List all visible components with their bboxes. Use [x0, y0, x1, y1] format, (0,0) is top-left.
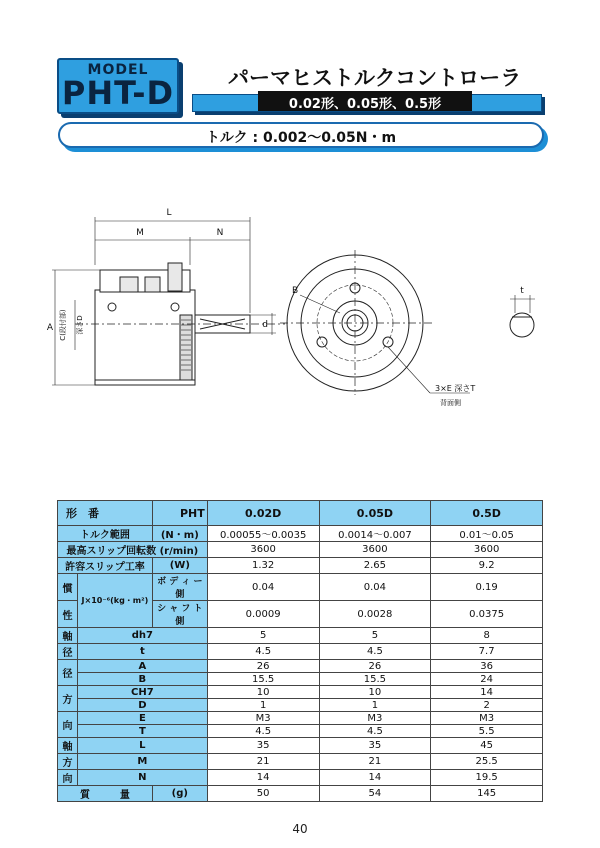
cell: 14	[319, 770, 431, 786]
cell: 8	[431, 628, 543, 644]
row-label: D	[77, 699, 207, 712]
cell: 14	[207, 770, 319, 786]
model-label: MODEL	[87, 62, 149, 78]
dim-A: A	[46, 323, 54, 333]
cell: 10	[319, 686, 431, 699]
table-row	[58, 770, 543, 786]
group-label: 軸	[58, 628, 78, 644]
row-label: M	[77, 754, 207, 770]
cell: 0.19	[431, 574, 543, 601]
cell: 15.5	[319, 673, 431, 686]
row-label: T	[77, 725, 207, 738]
group-label: 向	[58, 712, 78, 738]
header-label: 形 番	[58, 501, 153, 526]
row-unit: (N・m)	[152, 526, 207, 542]
row-label: トルク範囲	[58, 526, 153, 542]
table-row	[58, 660, 543, 673]
dim-depth: 深さD	[76, 315, 84, 335]
dim-M: M	[136, 228, 144, 238]
dim-N: N	[216, 228, 224, 238]
cell: 24	[431, 673, 543, 686]
table-row	[58, 686, 543, 699]
spec-table	[57, 500, 543, 802]
group-label: 軸	[58, 738, 78, 754]
table-row	[58, 738, 543, 754]
table-header-row	[58, 501, 543, 526]
subtitle: 0.02形、0.05形、0.5形	[288, 97, 442, 112]
cell: 54	[319, 786, 431, 802]
cell: 0.04	[207, 574, 319, 601]
cell: 7.7	[431, 644, 543, 660]
cell: 50	[207, 786, 319, 802]
table-row	[58, 542, 543, 558]
cell: 4.5	[207, 725, 319, 738]
cell: 3600	[431, 542, 543, 558]
row-label: E	[77, 712, 207, 725]
group-label: 方	[58, 754, 78, 770]
cell: 0.04	[319, 574, 431, 601]
row-label: ボ デ ィ ー 側	[152, 574, 207, 601]
row-label: L	[77, 738, 207, 754]
cell: 3600	[207, 542, 319, 558]
cell: M3	[431, 712, 543, 725]
row-label: 質 量	[58, 786, 153, 802]
cell: 14	[431, 686, 543, 699]
cell: 0.01〜0.05	[431, 526, 543, 542]
cell: 1	[207, 699, 319, 712]
table-row	[58, 644, 543, 660]
table-row	[58, 754, 543, 770]
dim-t: t	[520, 286, 524, 296]
dim-C: C(段付部)	[59, 309, 67, 341]
row-label: 最高スリップ回転数 (r/min)	[58, 542, 208, 558]
group-label: 径	[58, 660, 78, 686]
group-label: 径	[58, 644, 78, 660]
cell: 0.0014〜0.007	[319, 526, 431, 542]
page-title: パーマヒストルクコントローラ	[228, 66, 522, 90]
cell: 21	[207, 754, 319, 770]
table-row	[58, 558, 543, 574]
cell: 35	[207, 738, 319, 754]
cell: 35	[319, 738, 431, 754]
cell: 26	[319, 660, 431, 673]
dim-B: B	[292, 286, 299, 296]
row-label: CH7	[77, 686, 207, 699]
group-label: 性	[58, 601, 78, 628]
cell: 0.0009	[207, 601, 319, 628]
row-label: シ ャ フ ト 側	[152, 601, 207, 628]
cell: 0.00055〜0.0035	[207, 526, 319, 542]
table-row	[58, 725, 543, 738]
model-col-2: 0.05D	[319, 501, 431, 526]
row-unit: (g)	[152, 786, 207, 802]
torque-text: トルク : 0.002〜0.05N・m	[205, 130, 397, 146]
row-label: 許容スリップ工率	[58, 558, 153, 574]
inertia-unit: J×10⁻⁶(kg・m²)	[77, 574, 152, 628]
dim-back-side: 背面側	[440, 399, 461, 407]
cell: 0.0375	[431, 601, 543, 628]
model-badge	[57, 58, 179, 114]
cell: 19.5	[431, 770, 543, 786]
cell: 5	[207, 628, 319, 644]
group-label: 方	[58, 686, 78, 712]
torque-banner	[58, 122, 544, 148]
cell: 26	[207, 660, 319, 673]
cell: 45	[431, 738, 543, 754]
table-row	[58, 712, 543, 725]
table-row	[58, 673, 543, 686]
cell: 36	[431, 660, 543, 673]
cell: 0.0028	[319, 601, 431, 628]
table-row	[58, 786, 543, 802]
row-label: t	[77, 644, 207, 660]
cell: 1.32	[207, 558, 319, 574]
row-label: dh7	[77, 628, 207, 644]
cell: 9.2	[431, 558, 543, 574]
row-label: A	[77, 660, 207, 673]
group-label: 向	[58, 770, 78, 786]
cell: 5	[319, 628, 431, 644]
cell: 4.5	[207, 644, 319, 660]
cell: 4.5	[319, 644, 431, 660]
cell: 3600	[319, 542, 431, 558]
model-col-3: 0.5D	[431, 501, 543, 526]
table-row	[58, 699, 543, 712]
page-number: 40	[292, 822, 308, 836]
cell: M3	[207, 712, 319, 725]
group-label: 慣	[58, 574, 78, 601]
table-row	[58, 574, 543, 601]
header-prefix: PHT	[152, 501, 207, 526]
model-col-1: 0.02D	[207, 501, 319, 526]
table-row	[58, 628, 543, 644]
cell: 2	[431, 699, 543, 712]
row-label: B	[77, 673, 207, 686]
cell: 1	[319, 699, 431, 712]
dim-hole-spec: 3×E 深さT	[435, 384, 476, 393]
row-unit: (W)	[152, 558, 207, 574]
cell: 25.5	[431, 754, 543, 770]
cell: 10	[207, 686, 319, 699]
cell: 4.5	[319, 725, 431, 738]
cell: 145	[431, 786, 543, 802]
dimension-drawing	[40, 195, 560, 425]
cell: 2.65	[319, 558, 431, 574]
row-label: N	[77, 770, 207, 786]
dim-L: L	[166, 208, 172, 218]
model-name: PHT-D	[61, 74, 175, 112]
cell: 15.5	[207, 673, 319, 686]
cell: 21	[319, 754, 431, 770]
cell: 5.5	[431, 725, 543, 738]
dim-d: d	[262, 320, 268, 330]
table-row	[58, 526, 543, 542]
cell: M3	[319, 712, 431, 725]
